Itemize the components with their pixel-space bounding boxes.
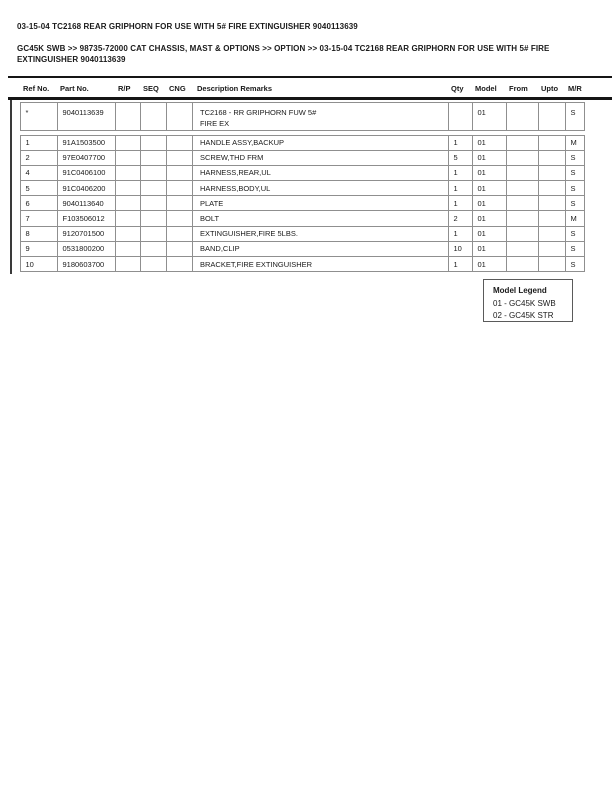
table-row [21, 166, 585, 181]
cell: BOLT [193, 211, 449, 226]
cell: 10 [449, 242, 473, 257]
column-header: Part No. [60, 84, 89, 93]
cell-part: 9040113639 [58, 103, 116, 131]
cell: F103506012 [58, 211, 116, 226]
model-legend-items [493, 298, 570, 323]
cell [539, 181, 566, 196]
cell-qty [449, 103, 473, 131]
table-row [21, 151, 585, 166]
model-legend-box [483, 279, 573, 322]
cell [539, 151, 566, 166]
cell [141, 242, 167, 257]
parts-table-body [20, 135, 585, 273]
cell: S [566, 242, 585, 257]
cell [116, 151, 141, 166]
description-line-2: FIRE EX [200, 119, 230, 128]
cell: HARNESS,BODY,UL [193, 181, 449, 196]
cell [167, 151, 193, 166]
model-legend-item: 01 - GC45K SWB [493, 298, 556, 308]
table-row [21, 227, 585, 242]
cell: 9120701500 [58, 227, 116, 242]
cell: 1 [449, 181, 473, 196]
cell: HANDLE ASSY,BACKUP [193, 136, 449, 151]
cell [507, 181, 539, 196]
cell: BAND,CLIP [193, 242, 449, 257]
cell [116, 227, 141, 242]
cell: 6 [21, 196, 58, 211]
cell: 01 [473, 181, 507, 196]
cell [507, 257, 539, 272]
cell [539, 211, 566, 226]
cell [141, 151, 167, 166]
table-left-rule [10, 100, 12, 274]
cell: 9180603700 [58, 257, 116, 272]
cell: 01 [473, 211, 507, 226]
cell [507, 242, 539, 257]
cell [539, 136, 566, 151]
cell-cng [167, 103, 193, 131]
cell: HARNESS,REAR,UL [193, 166, 449, 181]
cell-ref: * [21, 103, 58, 131]
cell: 01 [473, 196, 507, 211]
cell [539, 166, 566, 181]
cell: 1 [449, 196, 473, 211]
cell: M [566, 211, 585, 226]
table-row [21, 242, 585, 257]
header-bottom-rule [8, 97, 612, 100]
cell [507, 227, 539, 242]
cell: 10 [21, 257, 58, 272]
cell: 1 [449, 257, 473, 272]
cell-seq [141, 103, 167, 131]
cell: 01 [473, 227, 507, 242]
cell [167, 136, 193, 151]
cell [141, 227, 167, 242]
cell: 9040113640 [58, 196, 116, 211]
cell: 9 [21, 242, 58, 257]
cell [539, 242, 566, 257]
cell: EXTINGUISHER,FIRE 5LBS. [193, 227, 449, 242]
cell: 1 [21, 136, 58, 151]
column-header: Ref No. [23, 84, 50, 93]
cell: 2 [21, 151, 58, 166]
cell: 2 [449, 211, 473, 226]
assembly-table [20, 102, 585, 131]
cell: 5 [449, 151, 473, 166]
table-row [21, 257, 585, 272]
cell: S [566, 196, 585, 211]
cell-description [193, 103, 449, 131]
cell [539, 257, 566, 272]
cell [116, 136, 141, 151]
cell: SCREW,THD FRM [193, 151, 449, 166]
page-title: 03-15-04 TC2168 REAR GRIPHORN FOR USE WITH 5# FIRE EXTINGUISHER 9040113639 [17, 22, 358, 31]
column-header: R/P [118, 84, 131, 93]
cell [167, 211, 193, 226]
cell: S [566, 151, 585, 166]
cell: S [566, 166, 585, 181]
column-header: Model [475, 84, 497, 93]
cell-model: 01 [473, 103, 507, 131]
model-legend-title: Model Legend [493, 285, 547, 295]
cell-from [507, 103, 539, 131]
table-row [21, 181, 585, 196]
table-row [21, 136, 585, 151]
cell [507, 166, 539, 181]
cell: 1 [449, 136, 473, 151]
cell: 1 [449, 166, 473, 181]
cell [116, 257, 141, 272]
cell: 97E0407700 [58, 151, 116, 166]
cell [167, 166, 193, 181]
cell [116, 242, 141, 257]
breadcrumb: GC45K SWB >> 98735-72000 CAT CHASSIS, MAST & OPTIONS >> OPTION >> 03-15-04 TC2168 REAR GRIPHORN FOR USE WITH 5# FIRE EXTINGUISHER 9040113639 [17, 44, 550, 64]
cell [167, 242, 193, 257]
cell [507, 136, 539, 151]
cell [539, 227, 566, 242]
cell [507, 196, 539, 211]
cell: 91C0406200 [58, 181, 116, 196]
column-header: Qty [451, 84, 464, 93]
column-header: CNG [169, 84, 186, 93]
cell [507, 211, 539, 226]
cell: S [566, 181, 585, 196]
cell: M [566, 136, 585, 151]
cell [167, 181, 193, 196]
cell [141, 211, 167, 226]
table-header-row [20, 84, 584, 93]
cell [141, 196, 167, 211]
assembly-row [21, 103, 585, 131]
cell: PLATE [193, 196, 449, 211]
cell: 01 [473, 257, 507, 272]
cell: S [566, 257, 585, 272]
column-header: M/R [568, 84, 582, 93]
cell [116, 181, 141, 196]
cell: 01 [473, 136, 507, 151]
cell: 8 [21, 227, 58, 242]
cell [116, 196, 141, 211]
table-row [21, 196, 585, 211]
cell-mr: S [566, 103, 585, 131]
cell [141, 136, 167, 151]
cell: 4 [21, 166, 58, 181]
cell [141, 257, 167, 272]
cell: S [566, 227, 585, 242]
cell [167, 196, 193, 211]
cell [141, 166, 167, 181]
cell: 01 [473, 166, 507, 181]
model-legend-item: 02 - GC45K STR [493, 311, 554, 320]
cell [167, 227, 193, 242]
table-row [21, 211, 585, 226]
cell [539, 196, 566, 211]
column-header: Description Remarks [197, 84, 273, 93]
cell: 01 [473, 151, 507, 166]
cell: 1 [449, 227, 473, 242]
description-line-1: TC2168 - RR GRIPHORN FUW 5# [200, 108, 317, 117]
cell [507, 151, 539, 166]
column-header: SEQ [143, 84, 159, 93]
header-top-rule [8, 76, 612, 78]
cell: 0531800200 [58, 242, 116, 257]
cell: 7 [21, 211, 58, 226]
cell: 5 [21, 181, 58, 196]
column-header: From [509, 84, 528, 93]
cell: 01 [473, 242, 507, 257]
cell [141, 181, 167, 196]
cell-upto [539, 103, 566, 131]
cell: 91C0406100 [58, 166, 116, 181]
cell [116, 166, 141, 181]
cell [167, 257, 193, 272]
cell: 91A1503500 [58, 136, 116, 151]
cell-rp [116, 103, 141, 131]
cell: BRACKET,FIRE EXTINGUISHER [193, 257, 449, 272]
column-header: Upto [541, 84, 559, 93]
cell [116, 211, 141, 226]
